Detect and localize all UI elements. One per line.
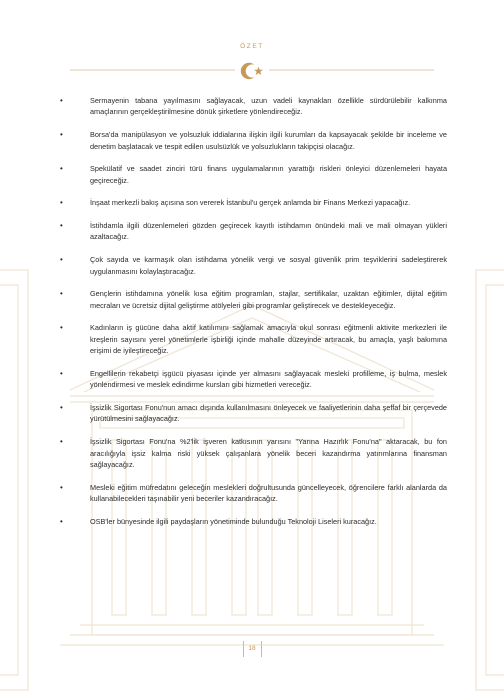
list-item: • Sermayenin tabana yayılmasını sağlayacak, uzun vadeli kaynakları özellikle sürdürülebilir kalkınma amaçlarının gerçekleştirilmesine dönük şirketlere yönlendireceğiz. <box>60 96 447 117</box>
section-title: ÖZET <box>240 43 264 50</box>
list-item: • OSB'ler bünyesinde ilgili paydaşların yönetiminde bulunduğu Teknoloji Liseleri kuracağız. <box>60 516 377 526</box>
list-item: • Engellilerin rekabetçi işgücü piyasası içinde yer almasını sağlayacak mesleki profilleme, iş bulma, meslek yönlendirmesi ve meslek edindirme kursları gibi hizmetleri vereceğiz. <box>60 368 447 390</box>
list-item: • Spekülatif ve saadet zinciri türü finans uygulamalarının yarattığı riskleri önleyici düzenlemeleri hayata geçireceğiz. <box>60 164 447 185</box>
list-item: • Gençlerin istihdamına yönelik kısa eğitim programları, stajlar, sertifikalar, uzaktan eğitimler, dijital eğitim mecraları ve ücretsiz dijital geliştirme atölyeleri gibi programlar geliştirecek ve destekleyeceğiz. <box>60 289 447 310</box>
list-item-text: Mesleki eğitim müfredatını geleceğin meslekleri doğrultusunda güncelleyecek, öğrencilere farklı alanlarda da kullanabilecekleri taşınabilir yeni beceriler kazandıracağız. <box>90 482 447 504</box>
list-item: • Borsa'da manipülasyon ve yolsuzluk iddialarına ilişkin ilgili kurumları da kapsayacak şekilde bir inceleme ve denetim başlatacak ve tespit edilen usulsüzlük ve yolsuzlukların takipçisi olacağız. <box>60 130 447 151</box>
list-item-text: İnşaat merkezli bakış açısına son vererek İstanbul'u gerçek anlamda bir Finans Merkezi yapacağız. <box>90 198 411 208</box>
list-item: • İstihdamla ilgili düzenlemeleri gözden geçirecek kayıtlı istihdamın önündeki mali ve mali olmayan yükleri azaltacağız. <box>60 221 447 242</box>
list-item-text: Kadınların iş gücüne daha aktif katılımını sağlamak amacıyla okul sonrası eğitmenli aktivite merkezleri ile kreşlerin sayısını yerel yönetimlerle işbirliği içinde mahalle düzeyinde artıracak, bu amaçla, yaşlı bakımına erişimi de iyileştireceğiz. <box>90 323 447 356</box>
list-item-text: Spekülatif ve saadet zinciri türü finans uygulamalarının yarattığı riskleri önleyici düzenlemeleri hayata geçireceğiz. <box>90 164 447 185</box>
list-item-text: İşsizlik Sigortası Fonu'nun amacı dışında kullanılmasını önleyecek ve faaliyetlerinin daha şeffaf bir çerçevede yürütülmesini sağlayacağız. <box>90 402 447 424</box>
list-item: • İnşaat merkezli bakış açısına son vererek İstanbul'u gerçek anlamda bir Finans Merkezi yapacağız. <box>60 198 411 208</box>
list-item-text: OSB'ler bünyesinde ilgili paydaşların yönetiminde bulunduğu Teknoloji Liseleri kuracağız. <box>90 516 377 526</box>
list-item-text: İşsizlik Sigortası Fonu'na %2'lik işveren katkısının yarısını "Yarına Hazırlık Fonu'na" aktaracak, bu fon aracılığıyla işsiz kalma riski yüksek çalışanlara yönelik beceri kazandırma yatırımlarına finansman sağlayacağız. <box>90 437 447 469</box>
list-item-text: Gençlerin istihdamına yönelik kısa eğitim programları, stajlar, sertifikalar, uzaktan eğitimler, dijital eğitim mecraları ve ücretsiz dijital geliştirme atölyeleri gibi programlar geliştirecek ve destekleyeceğiz. <box>90 289 447 310</box>
list-item: • İşsizlik Sigortası Fonu'na %2'lik işveren katkısının yarısını "Yarına Hazırlık Fonu'na" aktaracak, bu fon aracılığıyla işsiz kalma riski yüksek çalışanlara yönelik beceri kazandırma yatırımlarına finansman sağlayacağız. <box>60 437 447 469</box>
crescent-star-icon <box>0 58 504 88</box>
list-item: • Kadınların iş gücüne daha aktif katılımını sağlamak amacıyla okul sonrası eğitmenli aktivite merkezleri ile kreşlerin sayısını yerel yönetimlerle işbirliği içinde mahalle düzeyinde artıracak, bu amaçla, yaşlı bakımına erişimi de iyileştireceğiz. <box>60 323 447 356</box>
list-item-text: İstihdamla ilgili düzenlemeleri gözden geçirecek kayıtlı istihdamın önündeki mali ve mali olmayan yükleri azaltacağız. <box>90 221 447 242</box>
list-item-text: Çok sayıda ve karmaşık olan istihdama yönelik vergi ve sosyal güvenlik prim teşviklerini sadeleştirerek uygulanmasını kolaylaştıracağız. <box>90 255 447 276</box>
page-number: 18 <box>248 645 256 652</box>
list-item: • Çok sayıda ve karmaşık olan istihdama yönelik vergi ve sosyal güvenlik prim teşviklerini sadeleştirerek uygulanmasını kolaylaştıracağız. <box>60 255 447 276</box>
list-item-text: Engellilerin rekabetçi işgücü piyasası içinde yer almasını sağlayacak mesleki profilleme, iş bulma, meslek yönlendirmesi ve meslek edindirme kursları gibi hizmetleri vereceğiz. <box>90 368 447 390</box>
list-item-text: Sermayenin tabana yayılmasını sağlayacak, uzun vadeli kaynakları özellikle sürdürülebilir kalkınma amaçlarının gerçekleştirilmesine dönük şirketlere yönlendireceğiz. <box>90 96 447 117</box>
list-item-text: Borsa'da manipülasyon ve yolsuzluk iddialarına ilişkin ilgili kurumları da kapsayacak şekilde bir inceleme ve denetim başlatacak ve tespit edilen usulsüzlük ve yolsuzlukların takipçisi olacağız. <box>90 130 447 151</box>
list-item: • Mesleki eğitim müfredatını geleceğin meslekleri doğrultusunda güncelleyecek, öğrencilere farklı alanlarda da kullanabilecekleri taşınabilir yeni beceriler kazandıracağız. <box>60 482 447 504</box>
bullet-list <box>55 95 447 538</box>
list-item: • İşsizlik Sigortası Fonu'nun amacı dışında kullanılmasını önleyecek ve faaliyetlerinin daha şeffaf bir çerçevede yürütülmesini sağlayacağız. <box>60 402 447 424</box>
